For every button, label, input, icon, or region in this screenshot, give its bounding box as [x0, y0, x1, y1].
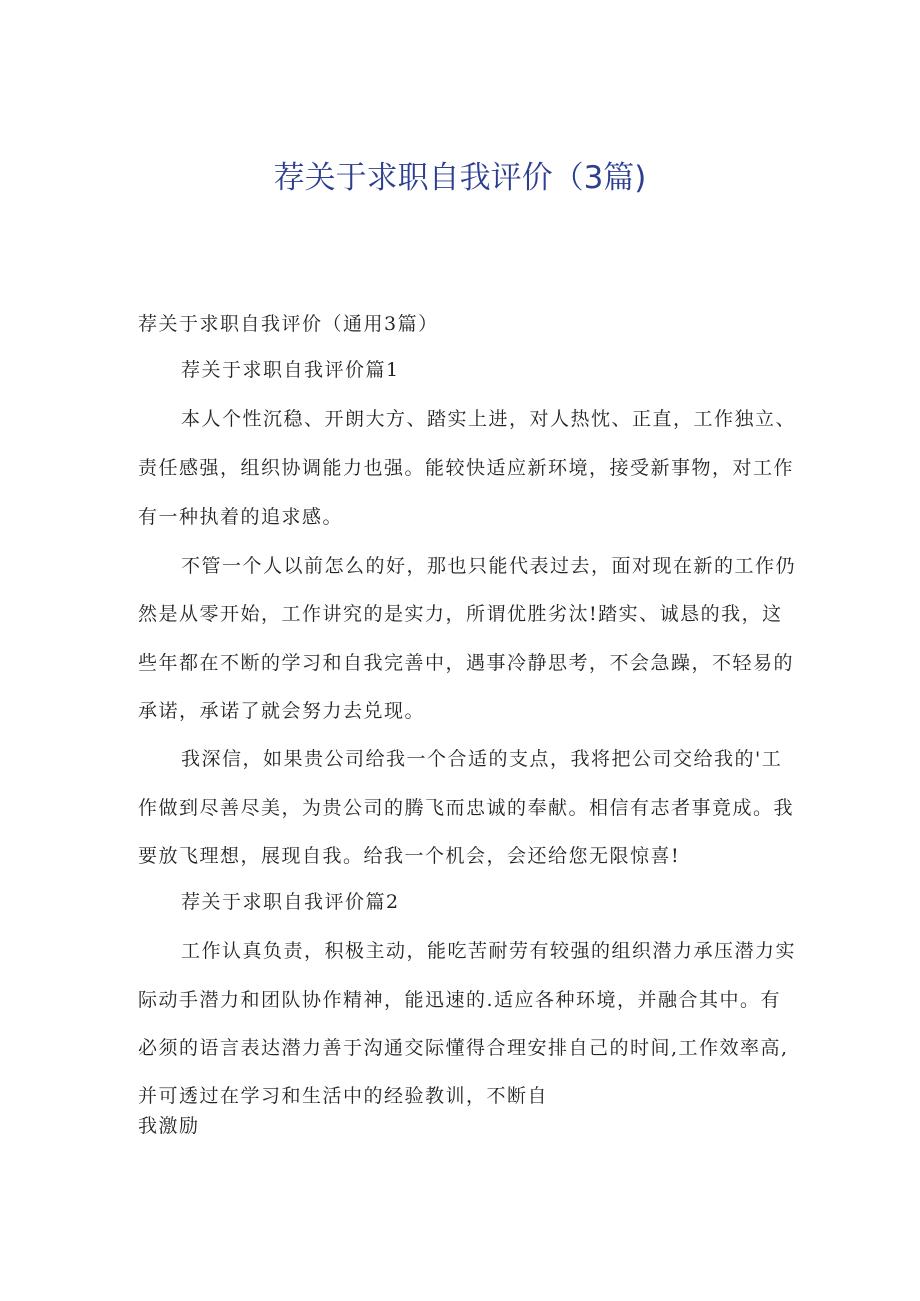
- document-title: 荐关于求职自我评价（3篇): [273, 160, 647, 196]
- paragraph-line: 然是从零开始，工作讲究的是实力，所谓优胜劣汰!踏实、诚恳的我，这: [138, 603, 783, 625]
- paragraph-line: 际动手潜力和团队协作精神，能迅速的.适应各种环境，并融合其中。有: [138, 989, 782, 1011]
- section-heading-2: 荐关于求职自我评价篇2: [181, 891, 400, 913]
- paragraph-line: 要放飞理想，展现自我。给我一个机会，会还给您无限惊喜!: [138, 845, 681, 867]
- paragraph-line: 些年都在不断的学习和自我完善中，遇事冷静思考，不会急躁，不轻易的: [138, 652, 795, 674]
- paragraph-line: 作做到尽善尽美，为贵公司的腾飞而忠诚的奉献。相信有志者事竟成。我: [138, 797, 795, 819]
- paragraph-line: 有一种执着的追求感。: [138, 506, 344, 528]
- trailing-line: 我激励: [138, 1115, 200, 1137]
- paragraph-line: 承诺，承诺了就会努力去兑现。: [138, 700, 426, 722]
- paragraph-line: 本人个性沉稳、开朗大方、踏实上进，对人热忱、正直，工作独立、: [181, 408, 797, 430]
- section-heading-1: 荐关于求职自我评价篇1: [181, 359, 400, 381]
- paragraph-line: 责任感强，组织协调能力也强。能较快适应新环境，接受新事物，对工作: [138, 457, 795, 479]
- paragraph-line: 我深信，如果贵公司给我一个合适的支点，我将把公司交给我的'工: [181, 748, 783, 770]
- paragraph-line: 工作认真负责，积极主动，能吃苦耐劳有较强的组织潜力承压潜力实: [181, 940, 797, 962]
- paragraph-line: 并可透过在学习和生活中的经验教训，不断自: [138, 1085, 549, 1107]
- paragraph-line: 必须的语言表达潜力善于沟通交际懂得合理安排自己的时间,工作效率高,: [138, 1037, 789, 1059]
- paragraph-line: 不管一个人以前怎么的好，那也只能代表过去，面对现在新的工作仍: [181, 555, 797, 577]
- document-subtitle: 荐关于求职自我评价（通用3篇）: [138, 313, 439, 335]
